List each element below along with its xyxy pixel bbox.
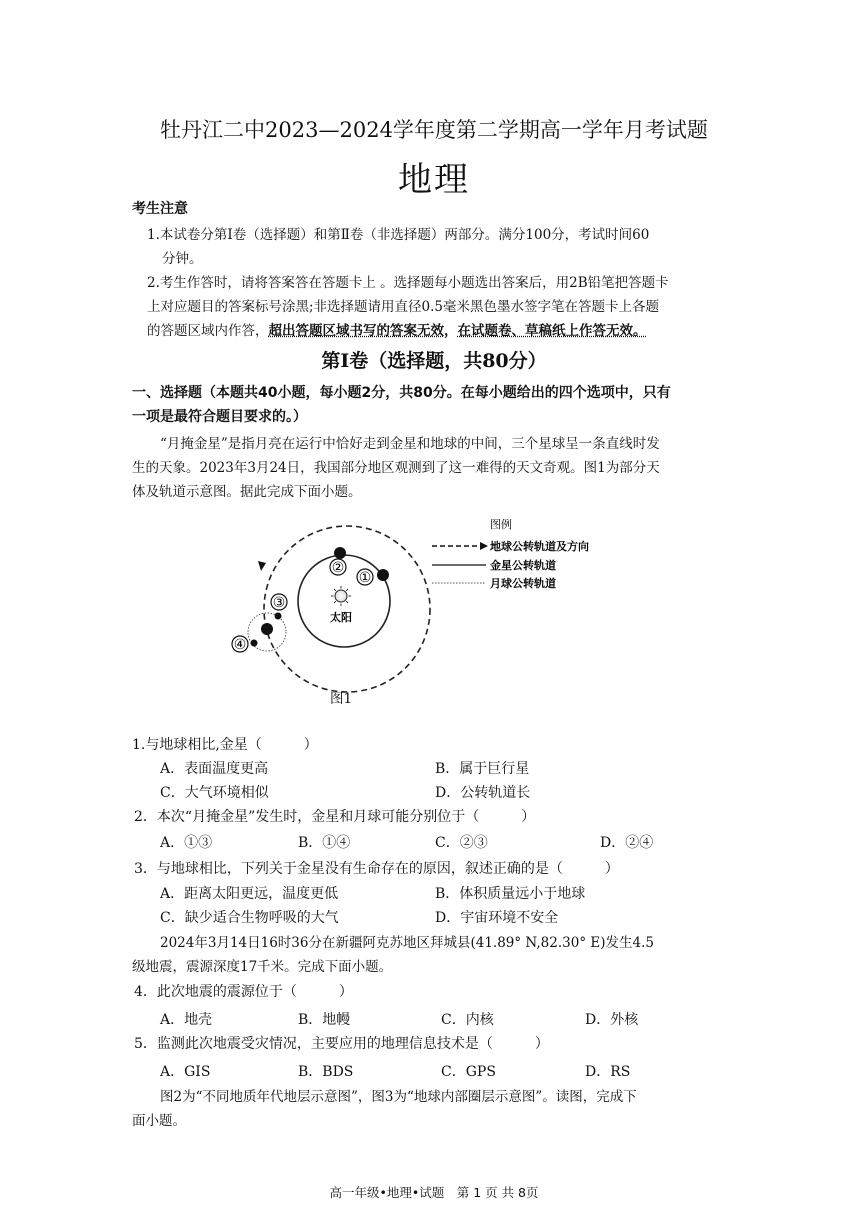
figure1-caption: 图1 — [330, 691, 353, 707]
q2-option-c: C．②③ — [435, 835, 488, 851]
exam-title: 牡丹江二中2023—2024学年度第二学期高一学年月考试题 — [160, 118, 708, 142]
venus-body-top — [334, 547, 346, 559]
notice-comma: ， — [444, 323, 458, 339]
q4-stem: 4．此次地震的震源位于（ ） — [134, 984, 353, 1000]
notice-item2-line3a: 的答题区域内作答， — [147, 323, 269, 339]
legend-venus: 金星公转轨道 — [490, 559, 556, 572]
notice-item2-line3 — [147, 319, 647, 339]
page-footer: 高一年级•地理•试题 第 1 页 共 8页 — [329, 1185, 539, 1200]
q1-option-b: B．属于巨行星 — [435, 761, 530, 777]
notice-heading: 考生注意 — [132, 201, 188, 217]
section1-instr-line2: 一项是最符合题目要求的。） — [132, 409, 307, 425]
q5-option-b: B．BDS — [298, 1064, 354, 1080]
q4-option-c: C．内核 — [441, 1012, 494, 1028]
q1-option-d: D．公转轨道长 — [435, 785, 531, 801]
passage2-line1: 2024年3月14日16时36分在新疆阿克苏地区拜城县(41.89° N,82.30° E)发生4.5 — [160, 935, 654, 951]
q3-stem: 3．与地球相比，下列关于金星没有生命存在的原因，叙述正确的是（ ） — [134, 861, 619, 877]
notice-warning-1: 超出答题区域书写的答案无效 — [268, 323, 444, 339]
earth-orbit-arrow-icon — [258, 561, 266, 571]
q5-option-a: A．GIS — [160, 1064, 211, 1080]
passage3-line2: 面小题。 — [132, 1113, 186, 1129]
moon-body-lower — [251, 640, 258, 647]
legend-title: 图例 — [490, 518, 512, 531]
notice-warning-2: 在试题卷、草稿纸上作答无效。 — [457, 323, 647, 339]
q3-option-a: A．距离太阳更远，温度更低 — [160, 886, 339, 902]
q4-option-b: B．地幔 — [298, 1012, 351, 1028]
q4-option-d: D．外核 — [585, 1012, 639, 1028]
q2-option-a: A．①③ — [160, 835, 213, 851]
notice-item2-line2: 上对应题目的答案标号涂黑;非选择题请用直径0.5毫米黑色墨水签字笔在答题卡上各题 — [147, 299, 660, 315]
notice-item2-line1: 2.考生作答时，请将答案答在答题卡上 。选择题每小题选出答案后，用2B铅笔把答题卡 — [147, 275, 669, 291]
marker-4: ④ — [233, 637, 247, 653]
passage1-line2: 生的天象。2023年3月24日，我国部分地区观测到了这一难得的天文奇观。图1为部分天 — [132, 460, 660, 476]
passage1-line1: “月掩金星”是指月亮在运行中恰好走到金星和地球的中间，三个星球呈一条直线时发 — [160, 436, 660, 452]
earth-body — [261, 623, 273, 635]
q5-stem: 5．监测此次地震受灾情况，主要应用的地理信息技术是（ ） — [134, 1036, 549, 1052]
legend-arrow-icon — [480, 542, 488, 550]
q5-option-c: C．GPS — [441, 1064, 496, 1080]
passage3-line1: 图2为“不同地质年代地层示意图”，图3为“地球内部圈层示意图”。读图，完成下 — [160, 1089, 637, 1105]
passage2-line2: 级地震，震源深度17千米。完成下面小题。 — [132, 959, 393, 975]
q1-option-c: C．大气环境相似 — [160, 785, 269, 801]
section1-instr-line1: 一、选择题（本题共40小题，每小题2分，共80分。在每小题给出的四个选项中，只有 — [132, 385, 671, 401]
earth-orbit — [264, 526, 430, 692]
venus-body-right — [377, 569, 389, 581]
notice-item1-line1: 1.本试卷分第Ⅰ卷（选择题）和第Ⅱ卷（非选择题）两部分。满分100分，考试时间60 — [147, 227, 650, 243]
notice-item1-line2: 分钟。 — [162, 251, 203, 267]
sun-label: 太阳 — [330, 611, 352, 624]
passage1-line3: 体及轨道示意图。据此完成下面小题。 — [132, 484, 362, 500]
marker-1: ① — [358, 570, 372, 586]
legend-earth: 地球公转轨道及方向 — [490, 540, 589, 553]
section1-title: 第Ⅰ卷（选择题，共80分） — [321, 350, 547, 372]
q3-option-d: D．宇宙环境不安全 — [435, 910, 559, 926]
q1-option-a: A．表面温度更高 — [160, 761, 269, 777]
q2-stem: 2．本次“月掩金星”发生时，金星和月球可能分别位于（ ） — [134, 809, 536, 825]
marker-3: ③ — [272, 595, 286, 611]
q2-option-d: D．②④ — [600, 835, 654, 851]
q3-option-b: B．体积质量远小于地球 — [435, 886, 586, 902]
q2-option-b: B．①④ — [298, 835, 351, 851]
figure1-orbit-diagram — [220, 508, 640, 708]
moon-body-upper — [275, 613, 282, 620]
legend-moon: 月球公转轨道 — [490, 577, 556, 590]
q3-option-c: C．缺少适合生物呼吸的大气 — [160, 910, 339, 926]
subject-title: 地理 — [398, 160, 470, 200]
marker-2: ② — [331, 560, 345, 576]
q1-stem: 1.与地球相比,金星（ ） — [132, 737, 318, 753]
q4-option-a: A．地壳 — [160, 1012, 213, 1028]
sun-icon — [331, 586, 351, 606]
q5-option-d: D．RS — [585, 1064, 631, 1080]
